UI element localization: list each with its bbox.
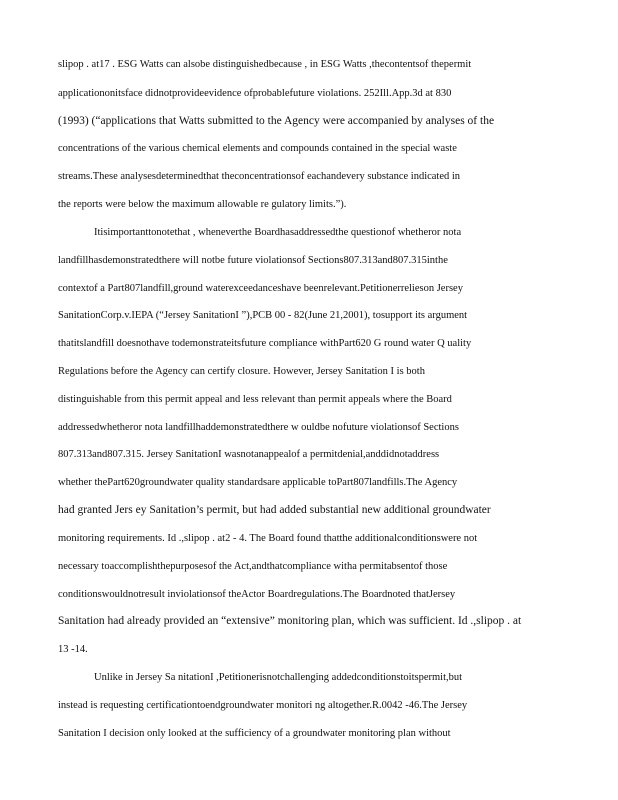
text-line: instead is requesting certificationtoendgroundwater monitori ng altogether.R.0042 -46.The Jersey xyxy=(58,700,468,711)
text-line: (1993) (“applications that Watts submitted to the Agency were accompanied by analyses of the xyxy=(58,115,495,127)
text-line: SanitationCorp.v.IEPA (“Jersey SanitationI ”),PCB 00 - 82(June 21,2001), tosupport its argument xyxy=(58,310,468,321)
text-line: whether thePart620groundwater quality standardsare applicable toPart807landfills.The Agency xyxy=(58,477,458,488)
text-line: conditionswouldnotresult inviolationsof theActor Boardregulations.The Boardnoted thatJersey xyxy=(58,589,456,600)
text-line: had granted Jers ey Sanitation’s permit, but had added substantial new additional groundwater xyxy=(58,504,491,516)
text-line: slipop . at17 . ESG Watts can alsobe distinguishedbecause , in ESG Watts ,thecontentsof thepermit xyxy=(58,59,472,70)
text-line: Regulations before the Agency can certify closure. However, Jersey Sanitation I is both xyxy=(58,366,425,377)
text-line: concentrations of the various chemical elements and compounds contained in the special waste xyxy=(58,143,457,154)
text-line: distinguishable from this permit appeal and less relevant than permit appeals where the Board xyxy=(58,394,452,405)
text-line: landfillhasdemonstratedthere will notbe future violationsof Sections807.313and807.315inthe xyxy=(58,255,448,266)
text-line: thatitslandfill doesnothave todemonstrateitsfuture compliance withPart620 G round water Q uality xyxy=(58,338,472,349)
text-line: Sanitation I decision only looked at the sufficiency of a groundwater monitoring plan without xyxy=(58,728,451,739)
text-line: the reports were below the maximum allowable re gulatory limits.”). xyxy=(58,199,347,210)
text-line: contextof a Part807landfill,ground waterexceedanceshave beenrelevant.Petitionerrelieson Jersey xyxy=(58,283,463,294)
text-line: necessary toaccomplishthepurposesof the Act,andthatcompliance witha permitabsentof those xyxy=(58,561,448,572)
text-line: Sanitation had already provided an “extensive” monitoring plan, which was sufficient. Id .,slipop . at xyxy=(58,615,522,627)
text-line: 13 -14. xyxy=(58,644,88,655)
text-line: 807.313and807.315. Jersey SanitationI wasnotanappealof a permitdenial,anddidnotaddress xyxy=(58,449,440,460)
text-line: Unlike in Jersey Sa nitationI ,Petitionerisnotchallenging addedconditionstoitspermit,but xyxy=(94,672,463,683)
text-line: monitoring requirements. Id .,slipop . at2 - 4. The Board found thatthe additionalconditionswere not xyxy=(58,533,478,544)
text-line: addressedwhetheror nota landfillhaddemonstratedthere w ouldbe nofuture violationsof Sections xyxy=(58,422,459,433)
text-line: Itisimportanttonotethat , wheneverthe Boardhasaddressedthe questionof whetheror nota xyxy=(94,227,462,238)
text-line: applicationonitsface didnotprovideevidence ofprobablefuture violations. 252Ill.App.3d at 830 xyxy=(58,88,452,99)
text-line: streams.These analysesdeterminedthat theconcentrationsof eachandevery substance indicated in xyxy=(58,171,461,182)
